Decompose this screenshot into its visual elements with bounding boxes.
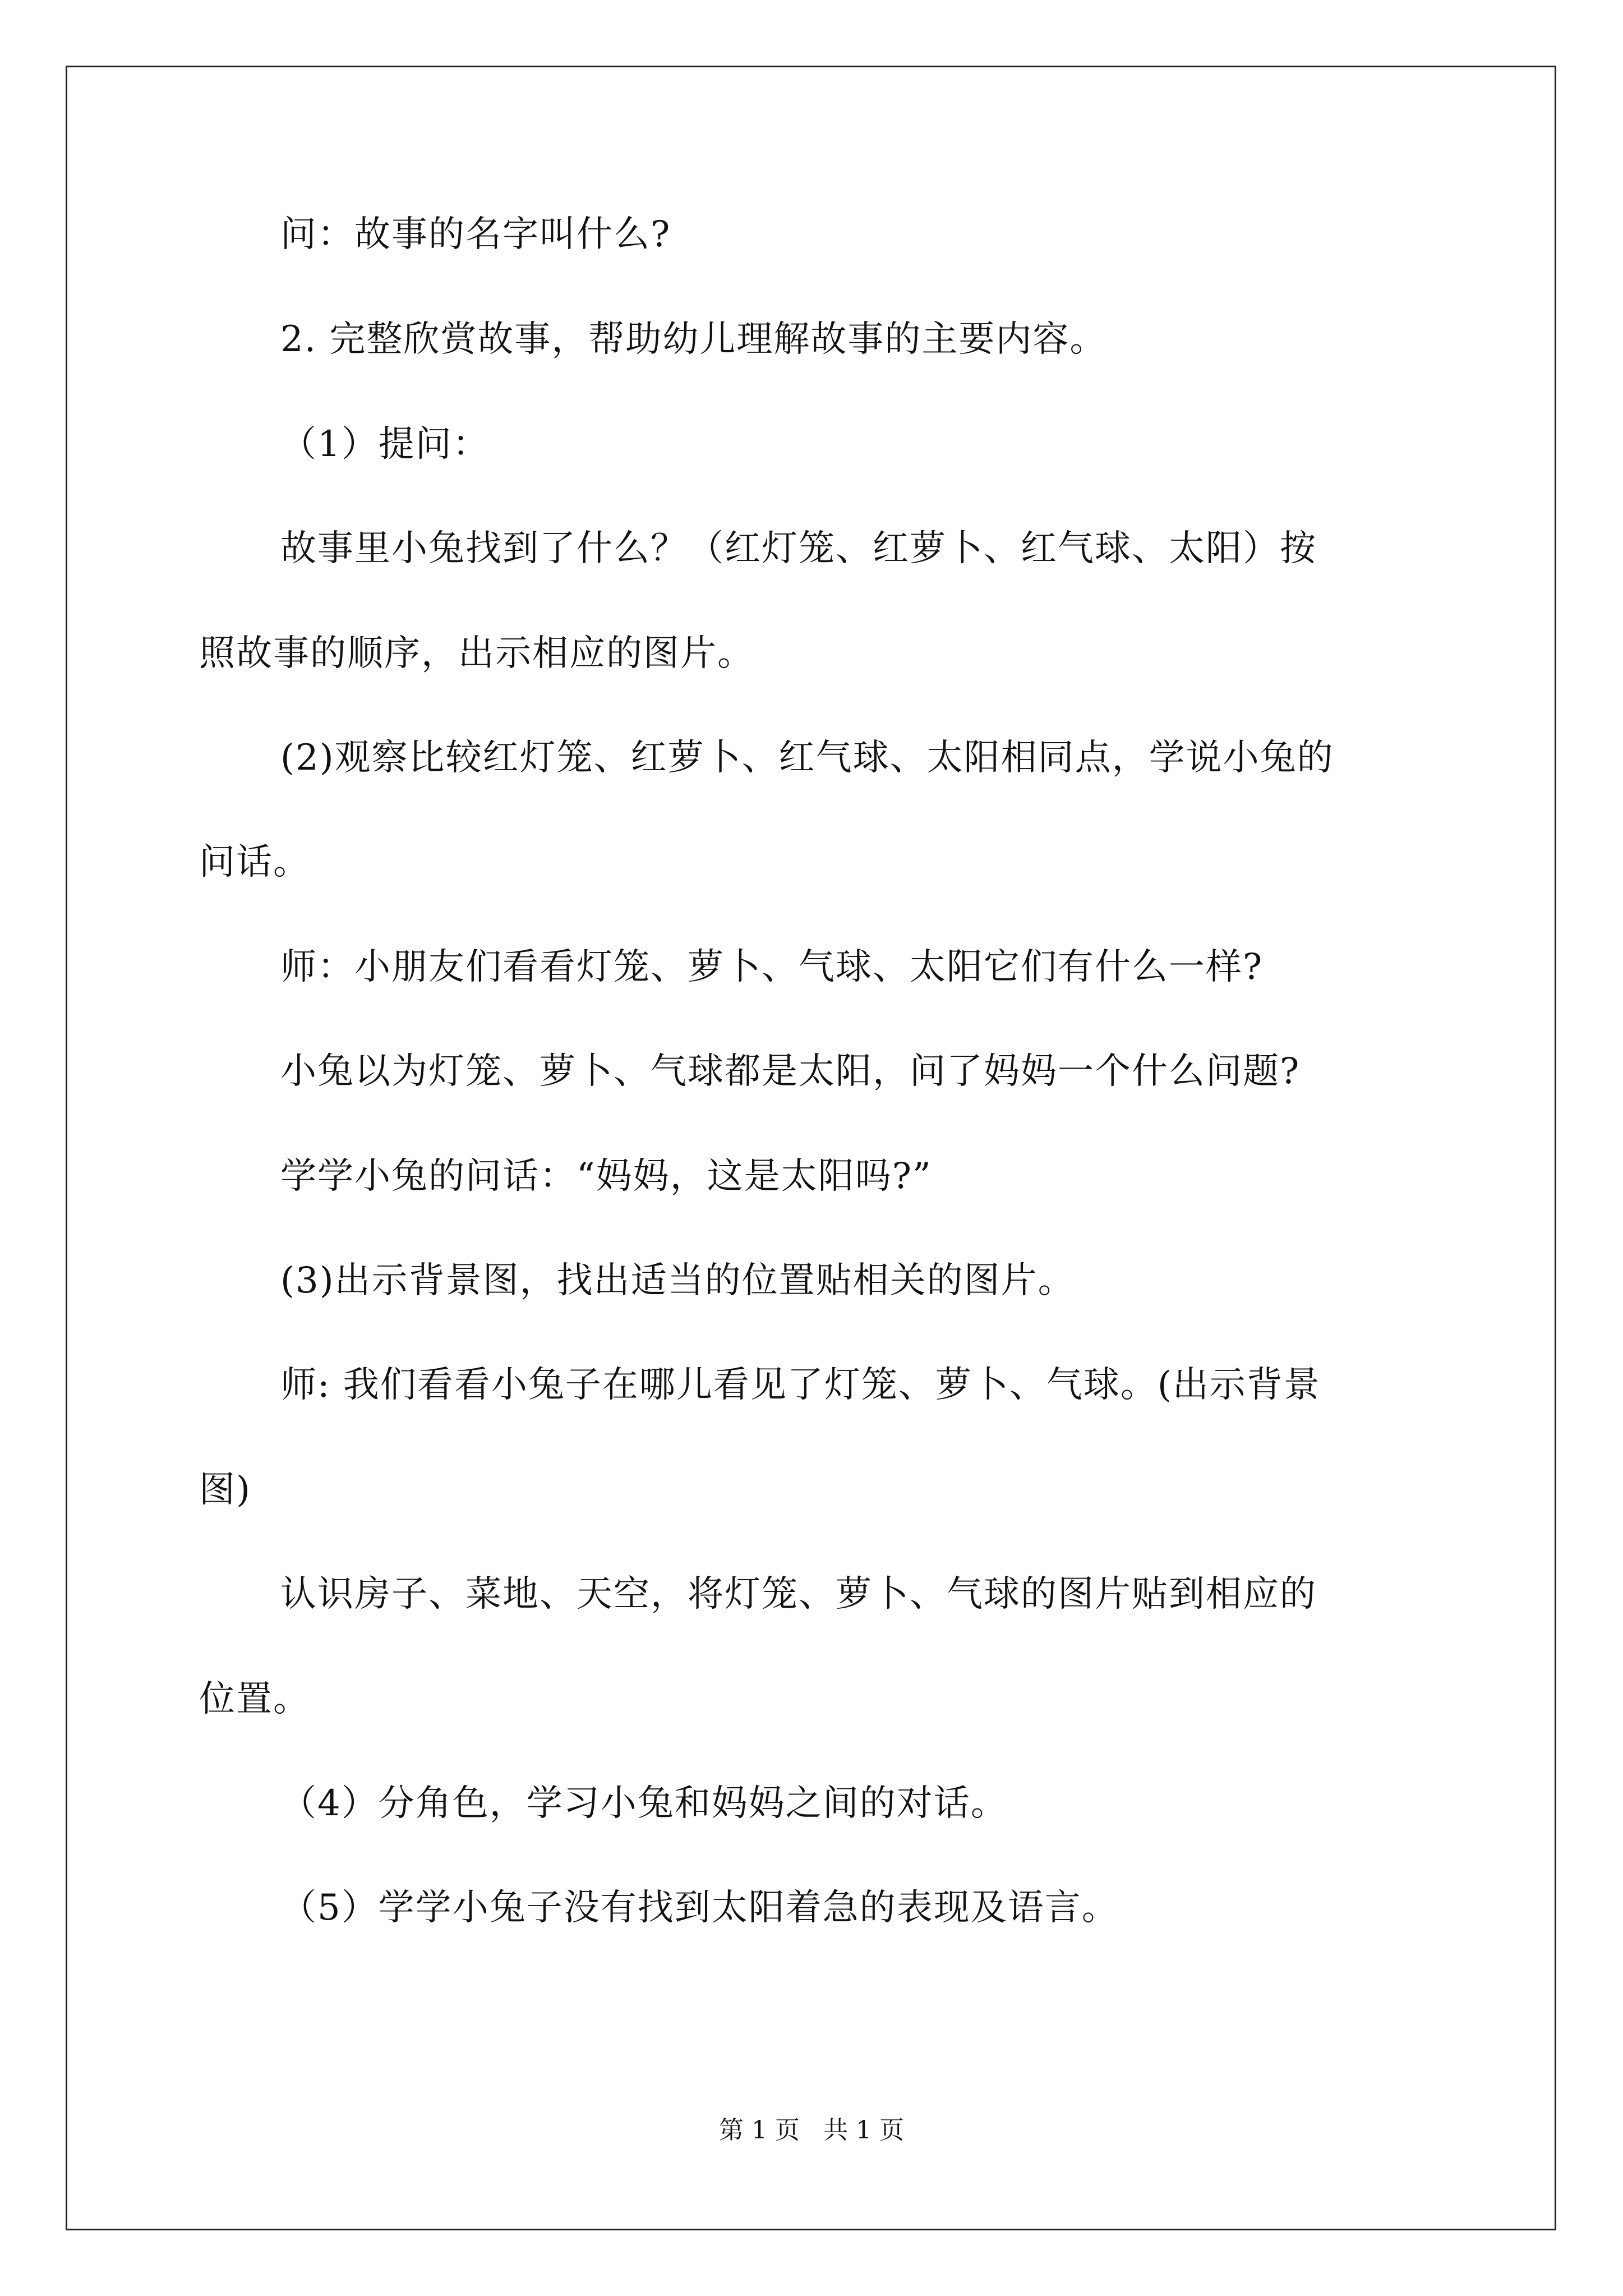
- text-line-sub-1: （1）提问：: [280, 424, 490, 465]
- text-line-recognize: 认识房子、菜地、天空，将灯笼、萝卜、气球的图片贴到相应的: [280, 1573, 1317, 1615]
- text-line-recognize-cont: 位置。: [199, 1678, 310, 1720]
- text-line-question-title: 问：故事的名字叫什么?: [280, 214, 671, 255]
- text-line-teacher-2: 师: 我们看看小兔子在哪儿看见了灯笼、萝卜、气球。(出示背景: [280, 1364, 1321, 1406]
- text-line-sub-2: (2)观察比较红灯笼、红萝卜、红气球、太阳相同点，学说小兔的: [280, 737, 1334, 779]
- text-line-rabbit-question: 小兔以为灯笼、萝卜、气球都是太阳，问了妈妈一个什么问题?: [280, 1051, 1301, 1092]
- text-line-step-2: 2. 完整欣赏故事，帮助幼儿理解故事的主要内容。: [280, 319, 1107, 360]
- text-line-sub-4: （4）分角色，学习小兔和妈妈之间的对话。: [280, 1783, 1008, 1824]
- text-line-question-found: 故事里小兔找到了什么？（红灯笼、红萝卜、红气球、太阳）按: [280, 528, 1317, 569]
- page-footer: 第 1 页 共 1 页: [719, 2116, 904, 2145]
- text-line-question-found-cont: 照故事的顺序，出示相应的图片。: [199, 633, 754, 674]
- text-line-rabbit-words: 学学小兔的问话：“妈妈，这是太阳吗?”: [280, 1156, 932, 1197]
- text-line-teacher-1: 师：小朋友们看看灯笼、萝卜、气球、太阳它们有什么一样?: [280, 946, 1264, 988]
- text-line-sub-2-cont: 问话。: [199, 841, 310, 883]
- text-line-teacher-2-cont: 图): [199, 1469, 251, 1511]
- text-line-sub-5: （5）学学小兔子没有找到太阳着急的表现及语言。: [280, 1887, 1119, 1929]
- text-line-sub-3: (3)出示背景图，找出适当的位置贴相关的图片。: [280, 1260, 1075, 1301]
